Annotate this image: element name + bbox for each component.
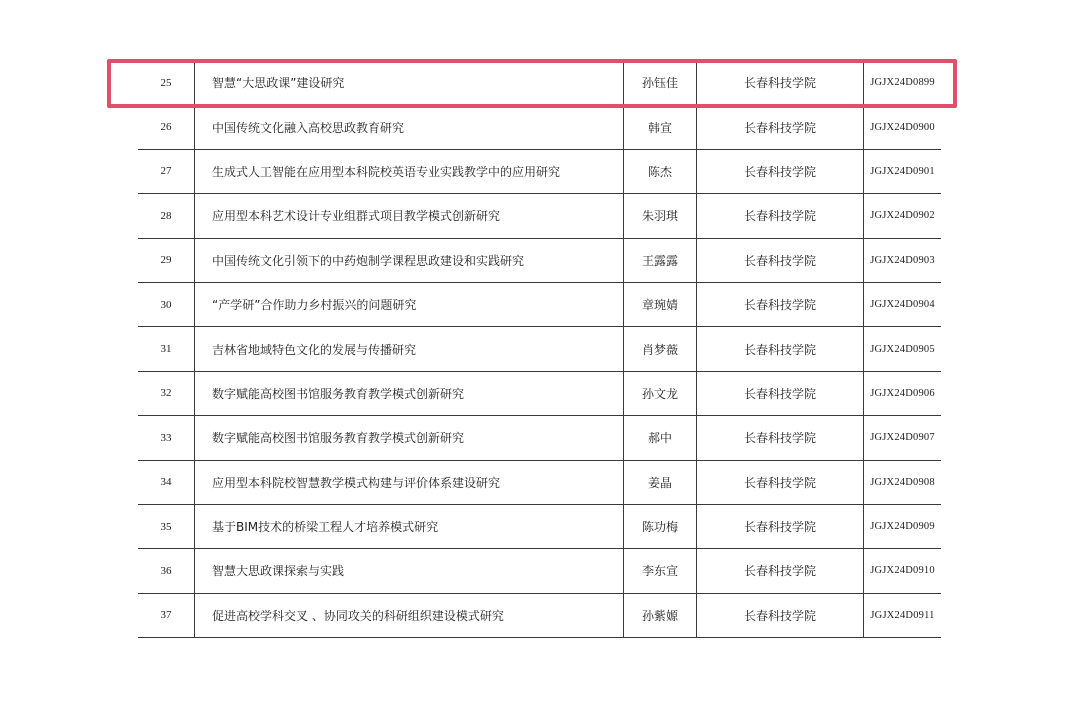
- project-leader: 孙文龙: [624, 371, 697, 415]
- project-code: JGJX24D0909: [864, 504, 942, 548]
- project-title: 中国传统文化融入高校思政教育研究: [195, 105, 624, 149]
- project-title: 智慧大思政课探索与实践: [195, 549, 624, 593]
- project-code: JGJX24D0908: [864, 460, 942, 504]
- institution: 长春科技学院: [697, 61, 864, 105]
- institution: 长春科技学院: [697, 327, 864, 371]
- project-leader: 孙钰佳: [624, 61, 697, 105]
- table-row: [138, 593, 941, 637]
- institution: 长春科技学院: [697, 549, 864, 593]
- project-title: 应用型本科艺术设计专业组群式项目教学模式创新研究: [195, 194, 624, 238]
- institution: 长春科技学院: [697, 194, 864, 238]
- project-leader: 李东宣: [624, 549, 697, 593]
- institution: 长春科技学院: [697, 105, 864, 149]
- table-row: [138, 61, 941, 105]
- table-row: [138, 282, 941, 326]
- project-code: JGJX24D0906: [864, 371, 942, 415]
- project-code: JGJX24D0901: [864, 149, 942, 193]
- row-number: 30: [138, 282, 195, 326]
- project-code: JGJX24D0899: [864, 61, 942, 105]
- project-title: 数字赋能高校图书馆服务教育教学模式创新研究: [195, 371, 624, 415]
- project-title: 中国传统文化引领下的中药炮制学课程思政建设和实践研究: [195, 238, 624, 282]
- project-code: JGJX24D0900: [864, 105, 942, 149]
- institution: 长春科技学院: [697, 282, 864, 326]
- row-number: 33: [138, 416, 195, 460]
- project-list-sheet: [138, 60, 941, 638]
- row-number: 36: [138, 549, 195, 593]
- project-leader: 朱羽琪: [624, 194, 697, 238]
- institution: 长春科技学院: [697, 593, 864, 637]
- table-row: [138, 460, 941, 504]
- row-number: 25: [138, 61, 195, 105]
- row-number: 26: [138, 105, 195, 149]
- table-row: [138, 327, 941, 371]
- row-number: 27: [138, 149, 195, 193]
- row-number: 34: [138, 460, 195, 504]
- project-leader: 陈杰: [624, 149, 697, 193]
- row-number: 29: [138, 238, 195, 282]
- table-row: [138, 371, 941, 415]
- table-row: [138, 149, 941, 193]
- table-row: [138, 194, 941, 238]
- project-title: 应用型本科院校智慧教学模式构建与评价体系建设研究: [195, 460, 624, 504]
- project-leader: 章琬婧: [624, 282, 697, 326]
- project-title: 生成式人工智能在应用型本科院校英语专业实践教学中的应用研究: [195, 149, 624, 193]
- project-code: JGJX24D0903: [864, 238, 942, 282]
- project-leader: 姜晶: [624, 460, 697, 504]
- project-code: JGJX24D0904: [864, 282, 942, 326]
- project-title: 智慧“大思政课”建设研究: [195, 61, 624, 105]
- project-title: “产学研”合作助力乡村振兴的问题研究: [195, 282, 624, 326]
- institution: 长春科技学院: [697, 238, 864, 282]
- project-leader: 郝中: [624, 416, 697, 460]
- row-number: 35: [138, 504, 195, 548]
- table-row: [138, 549, 941, 593]
- project-leader: 王露露: [624, 238, 697, 282]
- project-code: JGJX24D0910: [864, 549, 942, 593]
- institution: 长春科技学院: [697, 416, 864, 460]
- table-row: [138, 504, 941, 548]
- project-title: 数字赋能高校图书馆服务教育教学模式创新研究: [195, 416, 624, 460]
- row-number: 31: [138, 327, 195, 371]
- row-number: 28: [138, 194, 195, 238]
- row-number: 32: [138, 371, 195, 415]
- table-row: [138, 238, 941, 282]
- project-title: 基于BIM技术的桥梁工程人才培养模式研究: [195, 504, 624, 548]
- project-leader: 韩宣: [624, 105, 697, 149]
- institution: 长春科技学院: [697, 371, 864, 415]
- project-leader: 孙紫嫄: [624, 593, 697, 637]
- project-code: JGJX24D0902: [864, 194, 942, 238]
- project-code: JGJX24D0905: [864, 327, 942, 371]
- project-table: [138, 60, 941, 638]
- project-leader: 肖梦薇: [624, 327, 697, 371]
- table-row: [138, 105, 941, 149]
- project-code: JGJX24D0907: [864, 416, 942, 460]
- institution: 长春科技学院: [697, 460, 864, 504]
- institution: 长春科技学院: [697, 504, 864, 548]
- project-table-body: [138, 61, 941, 638]
- project-leader: 陈功梅: [624, 504, 697, 548]
- table-row: [138, 416, 941, 460]
- project-title: 吉林省地域特色文化的发展与传播研究: [195, 327, 624, 371]
- project-code: JGJX24D0911: [864, 593, 942, 637]
- row-number: 37: [138, 593, 195, 637]
- project-title: 促进高校学科交叉 、协同攻关的科研组织建设模式研究: [195, 593, 624, 637]
- institution: 长春科技学院: [697, 149, 864, 193]
